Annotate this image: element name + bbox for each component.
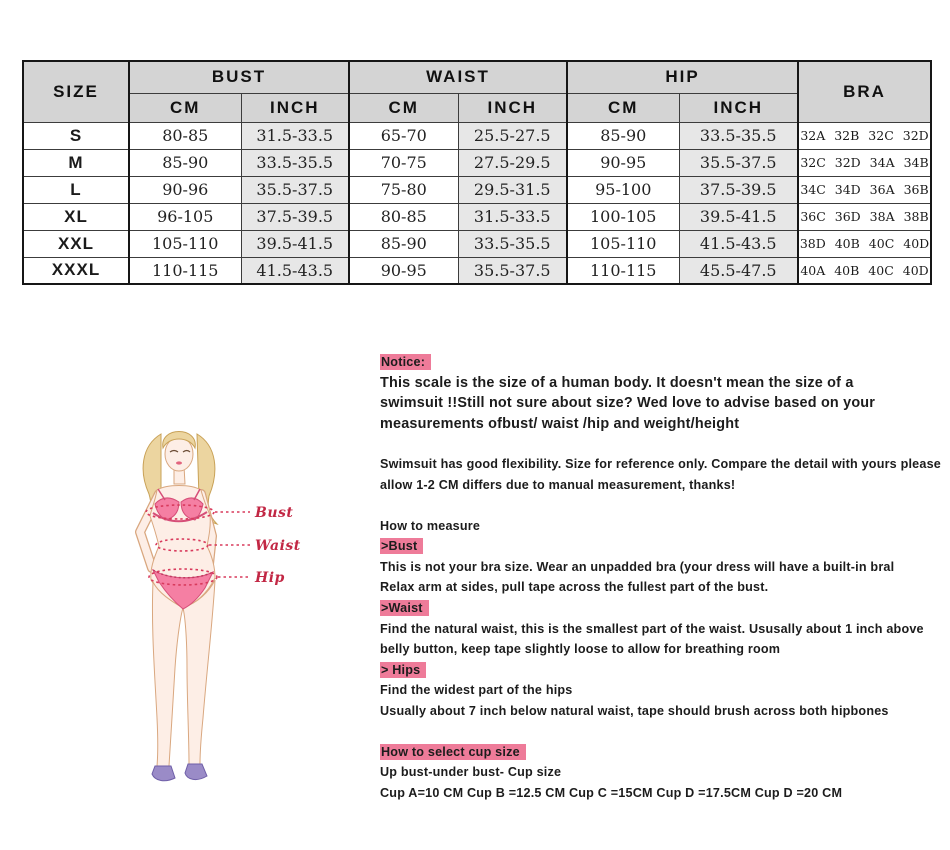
flexibility-line: Swimsuit has good flexibility. Size for reference only. Compare the detail with yours please [380,457,941,472]
instructions-column [380,352,940,803]
bust-heading: >Bust [380,536,940,557]
bust-instruction: Relax arm at sides, pull tape across the fullest part of the bust. [380,580,769,595]
table-row [23,122,931,149]
bra-cell: 36C 36D 38A 38B [798,203,931,230]
bra-cell: 34C 34D 36A 36B [798,176,931,203]
waist-inch-cell: 27.5-29.5 [458,149,567,176]
cup-size-line: Up bust-under bust- Cup size [380,765,562,780]
table-row [23,230,931,257]
hip-cm-cell: 90-95 [567,149,679,176]
waist-inch-cell: 33.5-35.5 [458,230,567,257]
bust-cm-cell: 105-110 [129,230,241,257]
how-to-measure-heading: How to measure [380,518,481,533]
bust-cm-cell: 90-96 [129,176,241,203]
bust-inch-cell: 37.5-39.5 [241,203,349,230]
hips-heading: > Hips [380,660,940,681]
waist-cm-cell: 65-70 [349,122,458,149]
bust-label: Bust [255,505,294,521]
hip-inch-cell: 35.5-37.5 [679,149,798,176]
hip-cm-cell: 100-105 [567,203,679,230]
bust-inch-cell: 39.5-41.5 [241,230,349,257]
size-cell: L [23,176,129,203]
hip-inch-cell: 41.5-43.5 [679,230,798,257]
bra-cell: 32C 32D 34A 34B [798,149,931,176]
bust-cm-header: CM [129,93,241,122]
bust-inch-cell: 31.5-33.5 [241,122,349,149]
hip-inch-cell: 37.5-39.5 [679,176,798,203]
bust-inch-cell: 33.5-35.5 [241,149,349,176]
waist-inch-header: INCH [458,93,567,122]
waist-cm-cell: 85-90 [349,230,458,257]
size-cell: XL [23,203,129,230]
hip-inch-cell: 39.5-41.5 [679,203,798,230]
waist-inch-cell: 29.5-31.5 [458,176,567,203]
bra-cell: 40A 40B 40C 40D [798,257,931,284]
size-cell: XXL [23,230,129,257]
flexibility-line: allow 1-2 CM differs due to manual measurement, thanks! [380,477,736,492]
spacer [380,496,940,516]
hip-cm-cell: 85-90 [567,122,679,149]
waist-inch-cell: 31.5-33.5 [458,203,567,230]
bust-cm-cell: 85-90 [129,149,241,176]
hip-group-header: HIP [567,61,798,93]
notice-line: This scale is the size of a human body. It doesn't mean the size of a [380,374,854,391]
shoe-left [152,766,175,781]
size-column-header: SIZE [23,61,129,122]
hip-inch-cell: 45.5-47.5 [679,257,798,284]
waist-cm-cell: 90-95 [349,257,458,284]
bra-column-header: BRA [798,61,931,122]
waist-instruction: Find the natural waist, this is the smallest part of the waist. Ususally about 1 inch above [380,621,924,636]
hip-inch-header: INCH [679,93,798,122]
cup-size-line: Cup A=10 CM Cup B =12.5 CM Cup C =15CM Cup D =17.5CM Cup D =20 CM [380,785,843,800]
waist-inch-cell: 25.5-27.5 [458,122,567,149]
bust-cm-cell: 110-115 [129,257,241,284]
waist-inch-cell: 35.5-37.5 [458,257,567,284]
size-cell: S [23,122,129,149]
waist-instruction: belly button, keep tape slightly loose to allow for breathing room [380,642,781,657]
bust-inch-cell: 35.5-37.5 [241,176,349,203]
waist-cm-cell: 80-85 [349,203,458,230]
waist-cm-cell: 70-75 [349,149,458,176]
bust-group-header: BUST [129,61,349,93]
waist-group-header: WAIST [349,61,567,93]
bra-cell: 32A 32B 32C 32D [798,122,931,149]
notice-line: swimsuit !!Still not sure about size? Wed love to advise based on your [380,395,876,412]
hip-cm-cell: 105-110 [567,230,679,257]
table-row [23,203,931,230]
bust-cm-cell: 96-105 [129,203,241,230]
shoe-right [185,764,207,780]
table-row [23,176,931,203]
hips-instruction: Usually about 7 inch below natural waist, tape should brush across both hipbones [380,703,889,718]
size-cell: M [23,149,129,176]
hip-cm-header: CM [567,93,679,122]
hip-label: Hip [255,570,285,586]
hips-instruction: Find the widest part of the hips [380,683,573,698]
waist-cm-header: CM [349,93,458,122]
notice-heading: Notice: [380,352,940,373]
waist-cm-cell: 75-80 [349,176,458,203]
size-cell: XXXL [23,257,129,284]
bust-inch-cell: 41.5-43.5 [241,257,349,284]
woman-sketch-illustration [95,418,395,828]
size-table [22,60,932,285]
table-row [23,149,931,176]
hip-cm-cell: 110-115 [567,257,679,284]
spacer [380,434,940,454]
bust-cm-cell: 80-85 [129,122,241,149]
waist-heading: >Waist [380,598,940,619]
notice-line: measurements ofbust/ waist /hip and weight/height [380,415,740,432]
hip-inch-cell: 33.5-35.5 [679,122,798,149]
hip-cm-cell: 95-100 [567,176,679,203]
cup-size-heading: How to select cup size [380,742,940,763]
bust-instruction: This is not your bra size. Wear an unpadded bra (your dress will have a built-in bral [380,559,895,574]
measurement-figure [95,418,395,828]
spacer [380,722,940,742]
table-row [23,257,931,284]
bra-cell: 38D 40B 40C 40D [798,230,931,257]
waist-label: Waist [255,538,301,554]
bust-inch-header: INCH [241,93,349,122]
